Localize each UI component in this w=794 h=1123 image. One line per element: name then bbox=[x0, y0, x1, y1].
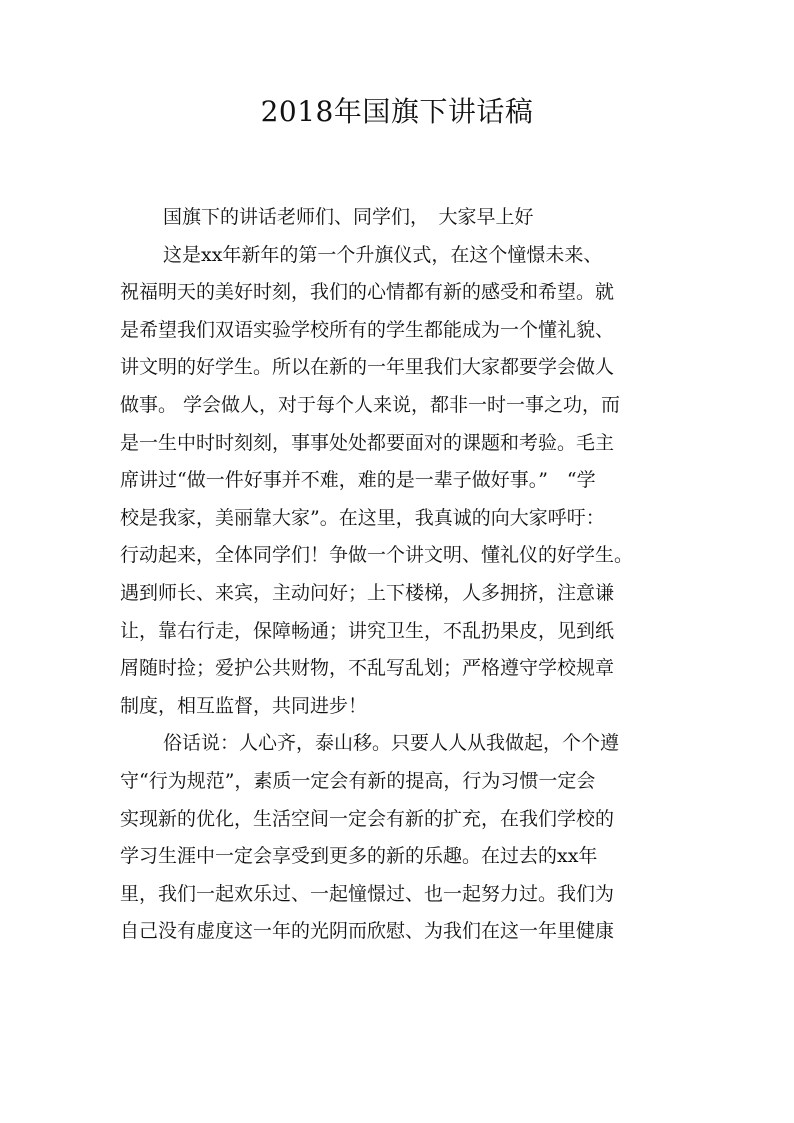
text-line: 实现新的优化，生活空间一定会有新的扩充，在我们学校的 bbox=[120, 807, 615, 830]
text-line: 是希望我们双语实验学校所有的学生都能成为一个懂礼貌、 bbox=[120, 318, 615, 341]
document-title: 2018年国旗下讲话稿 bbox=[260, 95, 534, 128]
text-line: 是一生中时时刻刻，事事处处都要面对的课题和考验。毛主 bbox=[120, 431, 615, 454]
text-line: 国旗下的讲话老师们、同学们， 大家早上好 bbox=[163, 206, 534, 228]
text-line: 屑随时捡；爱护公共财物，不乱写乱划；严格遵守学校规章 bbox=[120, 657, 615, 680]
text-line: 自己没有虚度这一年的光阴而欣慰、为我们在这一年里健康 bbox=[120, 920, 615, 943]
text-line: 守“行为规范”，素质一定会有新的提高，行为习惯一定会 bbox=[120, 769, 596, 792]
text-line: 校是我家，美丽靠大家”。在这里，我真诚的向大家呼吁： bbox=[120, 506, 605, 529]
text-line: 讲文明的好学生。所以在新的一年里我们大家都要学会做人 bbox=[120, 356, 615, 379]
text-line: 席讲过“做一件好事并不难，难的是一辈子做好事。” “学 bbox=[120, 469, 596, 492]
text-line: 制度，相互监督，共同进步！ bbox=[120, 694, 368, 717]
text-line: 做事。 学会做人，对于每个人来说，都非一时一事之功，而 bbox=[120, 393, 621, 416]
text-line: 行动起来，全体同学们！争做一个讲文明、懂礼仪的好学生。 bbox=[120, 544, 634, 567]
text-line: 遇到师长、来宾，主动问好；上下楼梯，人多拥挤，注意谦 bbox=[120, 581, 615, 604]
text-line: 让，靠右行走，保障畅通；讲究卫生，不乱扔果皮，见到纸 bbox=[120, 619, 615, 642]
text-line: 祝福明天的美好时刻，我们的心情都有新的感受和希望。就 bbox=[120, 281, 615, 304]
text-line: 里，我们一起欢乐过、一起憧憬过、也一起努力过。我们为 bbox=[120, 882, 615, 905]
text-line: 学习生涯中一定会享受到更多的新的乐趣。在过去的xx年 bbox=[120, 845, 598, 868]
text-line: 这是xx年新年的第一个升旗仪式，在这个憧憬未来、 bbox=[163, 243, 603, 266]
text-line: 俗话说：人心齐，泰山移。只要人人从我做起，个个遵 bbox=[163, 732, 620, 755]
document-body bbox=[120, 199, 690, 951]
